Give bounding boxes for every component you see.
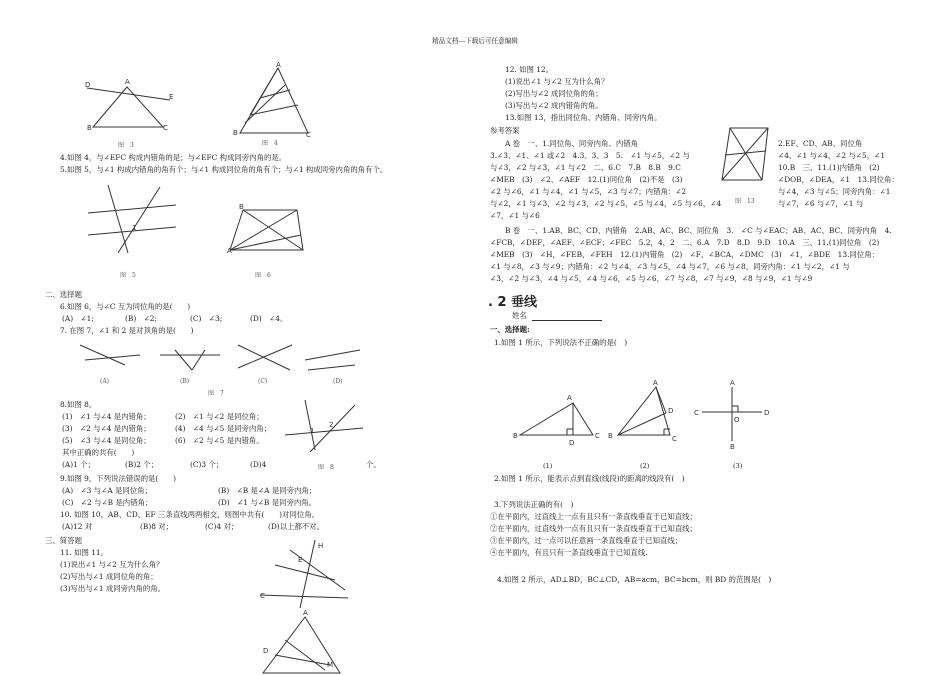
- q9-option-d: (D) ∠1 与∠B 是同旁内角。: [218, 498, 317, 507]
- answer-line-2: 3.∠3、∠1、∠1 或∠2 4.3、3、3 5. ∠1 与∠5，∠2 与: [490, 151, 690, 160]
- problem-1: 1.如图 1 所示，下列说法不正确的是( ): [494, 338, 628, 347]
- fig8-caption: 图 8: [318, 464, 334, 471]
- svg-text:C: C: [163, 124, 168, 132]
- question-5: 5.如图 5，与∠1 构成内错角的角有个；与∠1 构成同位角的角有个；与∠1 构成同旁内角的角有个。: [60, 165, 388, 174]
- b-volume-line-2: ∠FCB，∠DEF，∠AEF、∠ECF；∠FEC 5.2，4，2 二、6.A 7.D 8.D 9.D 10.A 三、11.(1)同位角 (2): [490, 238, 880, 247]
- svg-text:D: D: [85, 81, 91, 89]
- p3-item-3: ③在平面内，过一点可以任意画一条直线垂直于已知直线；: [490, 536, 683, 545]
- svg-text:E: E: [298, 556, 303, 564]
- svg-text:C: C: [306, 131, 311, 139]
- svg-text:2: 2: [329, 421, 334, 429]
- question-10: 10. 如图 10，AB、CD、EF 三条直线两两相交，则图中共有( )对同位角。: [60, 510, 320, 519]
- svg-text:B: B: [730, 443, 735, 451]
- svg-text:C: C: [595, 432, 600, 440]
- question-8: 8.如图 8。: [60, 400, 97, 409]
- q8-option-b: (B)2 个；: [125, 460, 159, 469]
- svg-text:C: C: [260, 592, 265, 600]
- figure-13: [720, 125, 770, 185]
- fig13-caption: 图 13: [735, 198, 755, 205]
- svg-text:A: A: [303, 609, 308, 617]
- answer-line-5: ∠2 与∠6，∠1 与∠4，∠1 与∠5，∠3 与∠7；内错角：∠2: [490, 187, 687, 196]
- question-12: 12. 如图 12。: [505, 65, 554, 74]
- b-volume-line-4: ∠1 与∠8，∠3 与∠9；内错角：∠2 与∠4，∠3 与∠5，∠4 与∠7，∠6 与∠8，同旁内角：∠1 与∠2，∠1 与: [490, 262, 850, 271]
- answer-side-1: 2.EF、CD、AB、同位角: [778, 139, 863, 148]
- q8-option-d-suffix: 个。: [366, 460, 381, 469]
- section-title: . 2 垂线: [488, 295, 538, 310]
- svg-text:D: D: [263, 647, 269, 655]
- fig1-label-2: (2): [640, 462, 650, 470]
- figure-7: [80, 340, 360, 380]
- answer-side-5: 与∠4，∠3 与∠5；同旁内角：∠1: [778, 187, 891, 196]
- figure-5: [88, 185, 178, 255]
- b-volume-line-5: ∠3，∠2 与∠3，∠4 与∠5，∠4 与∠6，∠5 与∠6，∠7 与∠8，∠7 与∠9，∠8 与∠9，∠1 与∠9: [490, 274, 813, 283]
- answer-line-1: A 卷 一、1.同位角、同旁内角、内错角: [505, 139, 638, 148]
- choice-section-title: 一、选择题:: [490, 325, 530, 334]
- svg-text:D: D: [668, 407, 674, 415]
- svg-text:O: O: [734, 416, 740, 424]
- q8-item-6: (6) ∠2 与∠5 是内错角。: [175, 436, 264, 445]
- perpendicular-figure-2: [608, 379, 688, 443]
- svg-text:A: A: [227, 247, 232, 255]
- page-header: 精品文档---下载后可任意编辑: [432, 37, 518, 45]
- svg-text:B: B: [87, 124, 92, 132]
- svg-text:B: B: [233, 129, 238, 137]
- fig3-caption: 图 3: [118, 142, 134, 149]
- svg-text:A: A: [276, 61, 281, 69]
- section-2-title: 二、选择题: [45, 290, 82, 299]
- q11-item-2: (2)写出与∠1 成同位角的角；: [60, 572, 158, 581]
- q12-item-3: (3)写出与∠2 成内错角的角。: [505, 101, 603, 110]
- svg-text:D: D: [569, 439, 575, 447]
- p3-item-1: ①在平面内，过直线上一点有且只有一条直线垂直于已知直线；: [490, 512, 697, 521]
- q9-option-a: (A) ∠3 与∠A 是同位角；: [62, 486, 152, 495]
- q12-item-1: (1)说出∠1 与∠2 互为什么角？: [505, 77, 609, 86]
- q8-option-d: (D)4: [250, 460, 267, 469]
- question-13: 13.如图 13，指出同位角、内错角、同旁内角。: [505, 113, 662, 122]
- q8-item-4: (4) ∠4 与∠5 是同旁内角；: [175, 424, 272, 433]
- q12-item-2: (2)写出与∠2 成同位角的角；: [505, 89, 603, 98]
- problem-3: 3.下列说法正确的有( ): [494, 500, 574, 509]
- fig4-caption: 图 4: [262, 140, 278, 147]
- fig1-label-3: (3): [733, 462, 743, 470]
- q8-ask: 其中正确的共有( ): [62, 448, 135, 457]
- svg-text:E: E: [169, 93, 174, 101]
- q6-option-a: (A) ∠1;: [62, 314, 94, 323]
- problem-4: 4.如图 2 所示，AD⊥BD，BC⊥CD，AB=acm，BC=bcm，则 BD 的范围是( ): [497, 575, 772, 584]
- answer-line-6: 与∠2，∠1 与∠3，∠2 与∠3，∠2 与∠5，∠5 与∠4，∠5 与∠6，∠4: [490, 199, 722, 208]
- q9-option-b: (B) ∠B 是∠A 是同旁内角；: [218, 486, 317, 495]
- svg-text:A: A: [125, 78, 130, 86]
- fig7-label-c: (C): [258, 378, 268, 385]
- fig7-label-b: (B): [180, 378, 190, 385]
- fig1-label-1: (1): [543, 462, 553, 470]
- section-3-title: 三、简答题: [45, 536, 82, 545]
- svg-text:C: C: [694, 409, 699, 417]
- question-4: 4.如图 4，与∠EFC 构成内错角的是；与∠EFC 构成同旁内角的是。: [60, 153, 287, 162]
- p3-item-2: ②在平面内，过直线外一点有且只有一条直线垂直于已知直线；: [490, 524, 697, 533]
- figure-6: [225, 205, 310, 255]
- svg-text:A: A: [567, 394, 572, 402]
- q11-item-1: (1)说出∠1 与∠2 互为什么角？: [60, 560, 164, 569]
- svg-text:A: A: [730, 379, 735, 387]
- perpendicular-figure-3: [694, 379, 770, 451]
- answer-line-3: 与∠3，∠2 与∠3，∠1 与∠2 二、6.C 7.B 8.B 9.C: [490, 163, 681, 172]
- figure-8: [285, 400, 365, 455]
- svg-text:M: M: [327, 661, 334, 669]
- q6-option-d: (D) ∠4。: [250, 314, 288, 323]
- answer-side-6: 与∠7，∠6 与∠7，∠1 与: [778, 199, 864, 208]
- figure-11: [260, 540, 350, 610]
- q10-option-c: (C)4 对；: [205, 522, 239, 531]
- answer-line-4: ∠MEB (3) ∠2、∠AEF 12.(1)同位角 (2)不是 (3): [490, 175, 683, 184]
- svg-text:C: C: [672, 435, 677, 443]
- fig7-label-d: (D): [333, 378, 343, 385]
- q6-option-c: (C) ∠3;: [190, 314, 223, 323]
- q10-option-d: (D)以上都不对。: [268, 522, 325, 531]
- name-blank: [532, 320, 602, 321]
- q6-option-b: (B) ∠2;: [125, 314, 157, 323]
- p3-item-4: ④在平面内，有且只有一条直线垂直于已知直线.: [490, 548, 648, 557]
- question-9: 9.如图 9，下列说法错误的是( ): [60, 474, 176, 483]
- figure-4: [230, 61, 311, 139]
- svg-text:D: D: [764, 409, 770, 417]
- answers-title: 参考答案: [490, 126, 520, 135]
- question-11: 11. 如图 11。: [60, 548, 109, 557]
- q9-option-c: (C) ∠2 与∠B 是内错角；: [62, 498, 153, 507]
- q8-item-1: (1) ∠1 与∠4 是内错角；: [62, 412, 151, 421]
- svg-text:B: B: [513, 432, 518, 440]
- svg-text:H: H: [318, 542, 324, 550]
- svg-text:1: 1: [310, 427, 315, 435]
- figure-12: [255, 609, 345, 675]
- svg-text:B: B: [608, 432, 613, 440]
- answer-line-7: ∠7，∠1 与∠6: [490, 211, 540, 220]
- b-volume-line-1: B 卷 一、1.AB、BC、CD、内错角 2.AB、AC、BC、同位角 3. ∠C 与∠EAC；AB、AC、BC、同旁内角 4.: [505, 226, 892, 235]
- svg-text:1: 1: [132, 224, 137, 232]
- figure-3: [85, 75, 175, 135]
- q8-item-3: (3) ∠2 与∠4 是内错角；: [62, 424, 151, 433]
- q8-option-a: (A)1 个；: [62, 460, 95, 469]
- problem-2: 2.如图 1 所示，能表示点到直线(线段)的距离的线段有( ): [494, 474, 685, 483]
- fig7-label-a: (A): [100, 378, 110, 385]
- answer-side-2: ∠4、∠1 与∠4，∠2 与∠5，∠1: [778, 151, 886, 160]
- answer-side-3: 10.B 三、11.(1)内错角 (2): [778, 163, 880, 172]
- fig5-caption: 图 5: [120, 272, 136, 279]
- answer-side-4: ∠DOB，∠DEA，∠1 13.同位角：: [778, 175, 899, 184]
- q10-option-a: (A)12 对: [62, 522, 93, 531]
- q10-option-b: (B)8 对；: [140, 522, 174, 531]
- q8-option-c: (C)3 个；: [190, 460, 224, 469]
- question-6: 6.如图 6，与∠C 互为同位角的是( ): [60, 302, 191, 311]
- fig6-caption: 图 6: [255, 272, 271, 279]
- q8-item-5: (5) ∠3 与∠4 是同位角；: [62, 436, 151, 445]
- fig7-caption: 图 7: [208, 390, 224, 397]
- q8-item-2: (2) ∠1 与∠2 是同位角；: [175, 412, 264, 421]
- q11-item-3: (3)写出与∠1 成同旁内角的角。: [60, 584, 166, 593]
- svg-text:B: B: [239, 203, 244, 211]
- name-label: 姓名: [512, 311, 527, 320]
- perpendicular-figure-1: [515, 395, 605, 445]
- b-volume-line-3: ∠MEB (3) ∠H，∠FEB，∠FEH 12.(1)内错角 (2) ∠F，∠BCA，∠DMC (3) ∠1，∠BDE 13.同位角：: [490, 250, 879, 259]
- question-7: 7. 在图 7，∠1 和 2 是对顶角的是( ): [60, 326, 194, 335]
- svg-text:A: A: [653, 379, 658, 387]
